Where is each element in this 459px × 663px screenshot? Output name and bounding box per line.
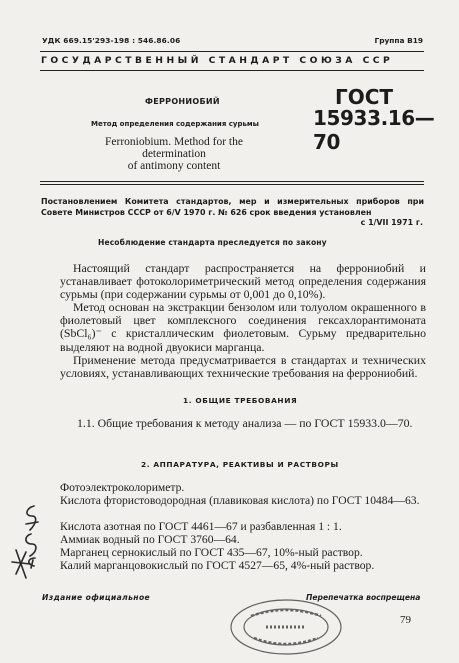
application-paragraph: Применение метода предусматривается в стандартах и технических условиях, устанавливающих технические требования на феррониобий. xyxy=(60,353,426,381)
list-item: Фотоэлектроколориметр. xyxy=(60,481,185,494)
group-code: Группа В19 xyxy=(374,36,423,45)
header-bottom-rule xyxy=(40,70,424,71)
list-item: Кислота фтористоводородная (плавиковая кислота) по ГОСТ 10484—63. xyxy=(60,494,420,507)
page-number: 79 xyxy=(400,614,411,626)
udk-code: УДК 669.15'293-198 : 546.86.06 xyxy=(42,36,181,45)
gost-number: 15933.16—70 xyxy=(313,106,435,154)
title-en-line2: of antimony content xyxy=(127,160,221,172)
list-item: Кислота азотная по ГОСТ 4461—67 и разбавленная 1 : 1. xyxy=(60,520,342,533)
list-item: Аммиак водный по ГОСТ 3760—64. xyxy=(60,533,240,546)
list-item: Марганец сернокислый по ГОСТ 435—67, 10%-ный раствор. xyxy=(60,546,363,559)
header-top-rule xyxy=(40,51,424,52)
section-1-title: 1. ОБЩИЕ ТРЕБОВАНИЯ xyxy=(183,396,298,405)
footer-official-edition: Издание официальное xyxy=(42,593,151,602)
decree-top-rule xyxy=(40,181,424,182)
gost-label: ГОСТ xyxy=(335,85,394,109)
method-paragraph: Метод основан на экстракции бензолом или толуолом окрашенного в фиолетовый цвет комплексного соединения гексахлорантимоната (SbCl₆)⁻ с кристаллическим фиолетовым. Сурьму предварительно выделяют на водной двуокиси марганца. xyxy=(60,300,426,354)
section-1-text: 1.1. Общие требования к методу анализа — по ГОСТ 15933.0—70. xyxy=(77,416,413,430)
intro-paragraph: Настоящий стандарт распространяется на феррониобий и устанавливает фотоколориметрический метод определения содержания сурьмы (при содержании сурьмы от 0,001 до 0,10%). xyxy=(60,261,426,302)
footer-reprint-prohibited: Перепечатка воспрещена xyxy=(306,593,421,602)
state-standard-header: ГОСУДАРСТВЕННЫЙ СТАНДАРТ СОЮЗА ССР xyxy=(41,55,394,66)
document-subtitle-ru: Метод определения содержания сурьмы xyxy=(91,120,259,128)
title-en-line1: Ferroniobium. Method for the determination xyxy=(105,136,243,160)
decree-top-rule-double xyxy=(40,184,424,185)
decree-effective-date: с 1/VII 1971 г. xyxy=(360,218,423,227)
decree-text: Постановлением Комитета стандартов, мер и измерительных приборов при Совете Министров СССР от 6/V 1970 г. № 626 срок введения установлен xyxy=(41,197,424,217)
section-2-title: 2. АППАРАТУРА, РЕАКТИВЫ И РАСТВОРЫ xyxy=(141,460,339,469)
handwritten-annotation xyxy=(4,500,64,585)
document-title-en xyxy=(74,136,274,172)
document-title-ru: ФЕРРОНИОБИЙ xyxy=(145,97,220,106)
library-stamp xyxy=(226,596,346,658)
violation-notice: Несоблюдение стандарта преследуется по закону xyxy=(98,238,327,247)
list-item: Калий марганцовокислый по ГОСТ 4527—65, 4%-ный раствор. xyxy=(60,559,375,572)
